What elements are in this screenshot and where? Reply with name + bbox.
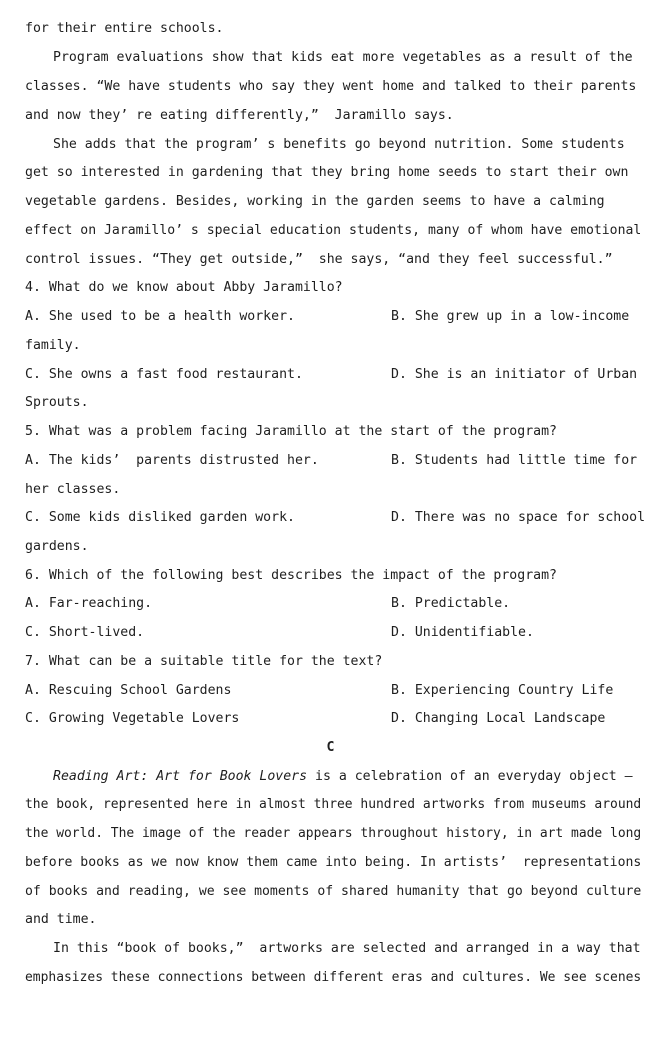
passage-line: emphasizes these connections between different eras and cultures. We see scenes — [25, 970, 642, 985]
passage-line: vegetable gardens. Besides, working in the garden seems to have a calming — [25, 194, 605, 209]
passage-line — [53, 767, 638, 787]
option-d: D. There was no space for school — [391, 510, 646, 525]
option-row — [25, 681, 614, 701]
option-row — [25, 594, 610, 614]
option-b: B. Experiencing Country Life — [391, 683, 614, 698]
option-b: B. Students had little time for — [391, 453, 638, 468]
question-stem: 6. Which of the following best describes the impact of the program? — [25, 568, 557, 583]
option-a: A. Far-reaching. — [25, 596, 153, 611]
option-row — [25, 508, 646, 528]
option-d: D. Unidentifiable. — [391, 625, 534, 640]
option-a: A. Rescuing School Gardens — [25, 683, 232, 698]
passage-line: control issues. “They get outside,” she says, “and they feel successful.” — [25, 252, 613, 267]
passage-line: before books as we now know them came into being. In artists’ representations — [25, 855, 642, 870]
question-stem: 5. What was a problem facing Jaramillo at the start of the program? — [25, 424, 557, 439]
option-d: D. She is an initiator of Urban — [391, 367, 638, 382]
passage-line: the world. The image of the reader appears throughout history, in art made long — [25, 826, 642, 841]
passage-line: In this “book of books,” artworks are selected and arranged in a way that — [53, 941, 641, 956]
option-row — [25, 451, 638, 471]
question-stem: 4. What do we know about Abby Jaramillo? — [25, 280, 343, 295]
passage-line-rest: is a celebration of an everyday object — — [307, 769, 633, 784]
passage-line: and time. — [25, 912, 97, 927]
passage-line: for their entire schools. — [25, 21, 224, 36]
option-a: A. She used to be a health worker. — [25, 309, 295, 324]
option-b: B. She grew up in a low-income — [391, 309, 630, 324]
passage-line: She adds that the program’ s benefits go beyond nutrition. Some students — [53, 137, 625, 152]
option-row — [25, 365, 638, 385]
option-c: C. Growing Vegetable Lovers — [25, 711, 240, 726]
passage-line: Program evaluations show that kids eat more vegetables as a result of the — [53, 50, 633, 65]
passage-line: classes. “We have students who say they went home and talked to their parents — [25, 79, 637, 94]
option-c: C. Some kids disliked garden work. — [25, 510, 295, 525]
option-row — [25, 709, 610, 729]
section-heading: C — [326, 740, 335, 755]
option-c: C. She owns a fast food restaurant. — [25, 367, 303, 382]
passage-line: get so interested in gardening that they bring home seeds to start their own — [25, 165, 629, 180]
passage-line: the book, represented here in almost three hundred artworks from museums around — [25, 797, 642, 812]
option-b-continuation: her classes. — [25, 482, 121, 497]
option-d-continuation: Sprouts. — [25, 395, 89, 410]
passage-line: of books and reading, we see moments of shared humanity that go beyond culture — [25, 884, 642, 899]
option-b: B. Predictable. — [391, 596, 511, 611]
option-c: C. Short-lived. — [25, 625, 145, 640]
passage-line: effect on Jaramillo’ s special education students, many of whom have emotional — [25, 223, 642, 238]
passage-line: and now they’ re eating differently,” Jaramillo says. — [25, 108, 454, 123]
option-a: A. The kids’ parents distrusted her. — [25, 453, 319, 468]
book-title: Reading Art: Art for Book Lovers — [53, 769, 308, 784]
option-b-continuation: family. — [25, 338, 81, 353]
option-d-continuation: gardens. — [25, 539, 89, 554]
option-row — [25, 307, 630, 327]
option-d: D. Changing Local Landscape — [391, 711, 606, 726]
option-row — [25, 623, 610, 643]
question-stem: 7. What can be a suitable title for the text? — [25, 654, 383, 669]
